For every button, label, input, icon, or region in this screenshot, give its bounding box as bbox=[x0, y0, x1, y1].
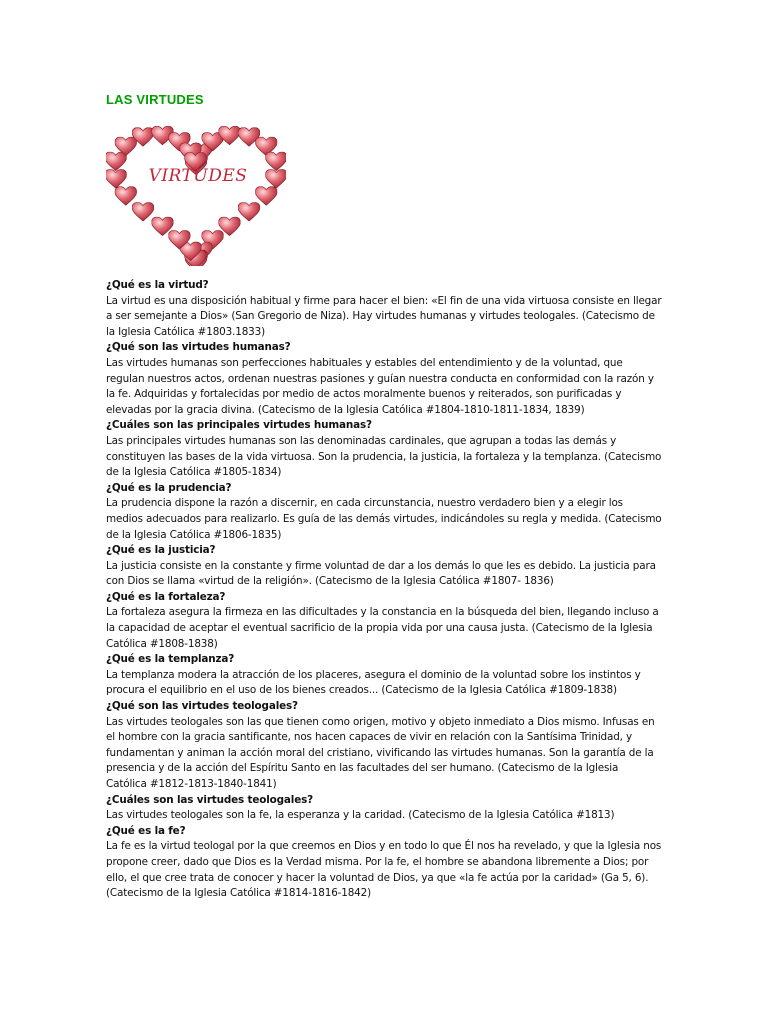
qa-item bbox=[106, 543, 662, 590]
mini-heart-icon bbox=[132, 202, 154, 221]
page-title: LAS VIRTUDES bbox=[106, 92, 204, 107]
mini-heart-icon bbox=[255, 187, 277, 206]
qa-item bbox=[106, 793, 662, 824]
heart-of-hearts-icon bbox=[106, 124, 286, 266]
mini-heart-icon bbox=[115, 187, 137, 206]
qa-item bbox=[106, 590, 662, 652]
answer: Las virtudes teologales son la fe, la esperanza y la caridad. (Catecismo de la Iglesia Católica #1813) bbox=[106, 809, 615, 822]
answer: La templanza modera la atracción de los placeres, asegura el dominio de la voluntad sobre los instintos y procura el equilibrio en el uso de los bienes creados... (Catecismo de la Iglesia Católica #1809-1838) bbox=[106, 668, 641, 697]
answer: La fe es la virtud teologal por la que creemos en Dios y en todo lo que Él nos ha revelado, y que la Iglesia nos propone creer, dado que Dios es la Verdad misma. Por la fe, el hombre se abandona libremente a Dios; por ello, el que cree trata de conocer y hacer la voluntad de Dios, ya que «la fe actúa por la caridad» (Ga 5, 6). (Catecismo de la Iglesia Católica #1814-1816-1842) bbox=[106, 840, 662, 900]
qa-item bbox=[106, 481, 662, 543]
virtudes-heart-image bbox=[106, 124, 286, 266]
qa-list bbox=[106, 278, 662, 902]
qa-item bbox=[106, 652, 662, 699]
question: ¿Qué es la prudencia? bbox=[106, 481, 232, 494]
mini-heart-icon bbox=[265, 152, 286, 171]
qa-item bbox=[106, 824, 662, 902]
answer: La justicia consiste en la constante y firme voluntad de dar a los demás lo que les es debido. La justicia para con Dios se llama «virtud de la religión». (Catecismo de la Iglesia Católica #1807- 1836) bbox=[106, 559, 656, 588]
qa-item bbox=[106, 340, 662, 418]
question: ¿Cuáles son las principales virtudes humanas? bbox=[106, 419, 372, 432]
question: ¿Qué es la templanza? bbox=[106, 653, 235, 666]
question: ¿Qué es la fortaleza? bbox=[106, 590, 226, 603]
answer: La virtud es una disposición habitual y firme para hacer el bien: «El fin de una vida virtuosa consiste en llegar a ser semejante a Dios» (San Gregorio de Niza). Hay virtudes humanas y virtudes teologales. (Catecismo de la Iglesia Católica #1803.1833) bbox=[106, 294, 662, 338]
qa-item bbox=[106, 418, 662, 480]
answer: Las principales virtudes humanas son las denominadas cardinales, que agrupan a todas las demás y constituyen las bases de la vida virtuosa. Son la prudencia, la justicia, la fortaleza y la templanza. (Catecismo de la Iglesia Católica #1805-1834) bbox=[106, 434, 662, 479]
mini-heart-icon bbox=[106, 152, 127, 171]
mini-heart-icon bbox=[265, 169, 286, 188]
mini-heart-icon bbox=[238, 202, 260, 221]
qa-item bbox=[106, 699, 662, 793]
answer: Las virtudes teologales son las que tienen como origen, motivo y objeto inmediato a Dios mismo. Infusas en el hombre con la gracia santificante, nos hacen capaces de vivir en relación con la Santísima Trinidad, y fundamentan y animan la acción moral del cristiano, vivificando las virtudes humanas. Son la garantía de la presencia y de la acción del Espíritu Santo en las facultades del ser humano. (Catecismo de la Iglesia Católica #1812-1813-1840-1841) bbox=[106, 715, 655, 790]
answer: Las virtudes humanas son perfecciones habituales y estables del entendimiento y de la voluntad, que regulan nuestros actos, ordenan nuestras pasiones y guían nuestra conducta en conformidad con la razón y la fe. Adquiridas y fortalecidas por medio de actos moralmente buenos y reiterados, son purificadas y elevadas por la gracia divina. (Catecismo de la Iglesia Católica #1804-1810-1811-1834, 1839) bbox=[106, 356, 654, 416]
question: ¿Qué son las virtudes humanas? bbox=[106, 341, 291, 354]
answer: La prudencia dispone la razón a discernir, en cada circunstancia, nuestro verdadero bien y a elegir los medios adecuados para realizarlo. Es guía de las demás virtudes, indicándoles su regla y medida. (Catecismo de la Iglesia Católica #1806-1835) bbox=[106, 497, 662, 541]
question: ¿Cuáles son las virtudes teologales? bbox=[106, 793, 314, 806]
qa-item bbox=[106, 278, 662, 340]
question: ¿Qué es la fe? bbox=[106, 824, 186, 837]
mini-heart-icon bbox=[106, 169, 127, 188]
question: ¿Qué son las virtudes teologales? bbox=[106, 700, 298, 713]
virtudes-image-label: VIRTUDES bbox=[148, 166, 248, 186]
answer: La fortaleza asegura la firmeza en las dificultades y la constancia en la búsqueda del bien, llegando incluso a la capacidad de aceptar el eventual sacrificio de la propia vida por una causa justa. (Catecismo de la Iglesia Católica #1808-1838) bbox=[106, 606, 659, 650]
question: ¿Qué es la virtud? bbox=[106, 279, 209, 291]
question: ¿Qué es la justicia? bbox=[106, 544, 216, 557]
